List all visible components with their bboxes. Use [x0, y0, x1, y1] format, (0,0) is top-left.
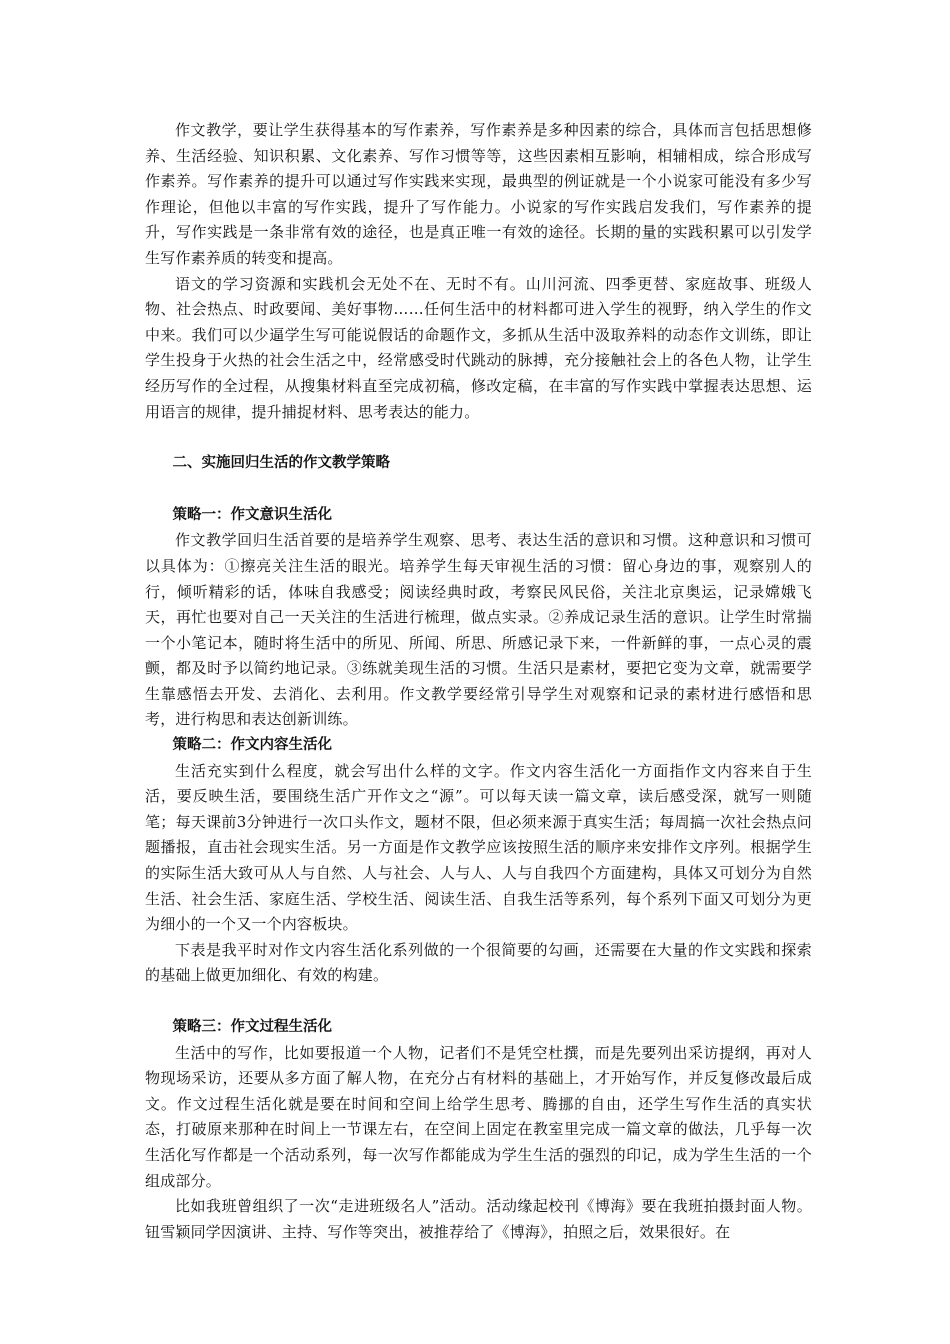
strategy2-paragraph-2: 下表是我平时对作文内容生活化系列做的一个很简要的勾画，还需要在大量的作文实践和探索的基础上做更加细化、有效的构建。 — [145, 940, 812, 985]
strategy2-paragraph-1: 生活充实到什么程度，就会写出什么样的文字。作文内容生活化一方面指作文内容来自于生活，要反映生活，要围绕生活广开作文之“源”。可以每天读一篇文章，读后感受深，就写一则随笔；每天课前3分钟进行一次口头作文，题材不限，但必须来源于真实生活；每周搞一次社会热点问题播报，直击社会现实生活。另一方面是作文教学应该按照生活的顺序来安排作文序列。根据学生的实际生活大致可从人与自然、人与社会、人与人、人与自我四个方面建构，具体又可划分为自然生活、社会生活、家庭生活、学校生活、阅读生活、自我生活等系列，每个系列下面又可划分为更为细小的一个又一个内容板块。 — [145, 761, 812, 934]
spacer — [145, 425, 812, 451]
intro-paragraph-2: 语文的学习资源和实践机会无处不在、无时不有。山川河流、四季更替、家庭故事、班级人物、社会热点、时政要闻、美好事物……任何生活中的材料都可进入学生的视野，纳入学生的作文中来。我们可以少逼学生写可能说假话的命题作文，多抓从生活中汲取养料的动态作文训练，即让学生投身于火热的社会生活之中，经常感受时代跳动的脉搏，充分接触社会上的各色人物，让学生经历写作的全过程，从搜集材料直至完成初稿，修改定稿，在丰富的写作实践中掌握表达思想、运用语言的规律，提升捕捉材料、思考表达的能力。 — [145, 274, 812, 421]
spacer — [145, 477, 812, 503]
document-page — [145, 118, 812, 1245]
strategy3-title: 策略三：作文过程生活化 — [172, 1019, 333, 1035]
spacer — [145, 989, 812, 1015]
section-heading: 二、实施回归生活的作文教学策略 — [172, 455, 391, 472]
strategy1-title: 策略一：作文意识生活化 — [172, 506, 333, 523]
intro-paragraph-1: 作文教学，要让学生获得基本的写作素养，写作素养是多种因素的综合，具体而言包括思想修养、生活经验、知识积累、文化素养、写作习惯等等，这些因素相互影响，相辅相成，综合形成写作素养。写作素养的提升可以通过写作实践来实现，最典型的例证就是一个小说家可能没有多少写作理论，但他以丰富的写作实践，提升了写作能力。小说家的写作实践启发我们，写作素养的提升，写作实践是一条非常有效的途径，也是真正唯一有效的途径。长期的量的实践积累可以引发学生写作素养质的转变和提高。 — [145, 121, 812, 267]
strategy2-title: 策略二：作文内容生活化 — [172, 737, 333, 754]
strategy3-paragraph-2: 比如我班曾组织了一次“走进班级名人”活动。活动缘起校刊《博海》要在我班拍摄封面人物。钮雪颖同学因演讲、主持、写作等突出，被推荐给了《博海》，拍照之后，效果很好。在 — [145, 1197, 812, 1241]
strategy1-paragraph-1: 作文教学回归生活首要的是培养学生观察、思考、表达生活的意识和习惯。这种意识和习惯可以具体为：①擦亮关注生活的眼光。培养学生每天审视生活的习惯：留心身边的事，观察别人的行，倾听精彩的话，体味自我感受；阅读经典时政，考察民风民俗，关注北京奥运，记录嫦娥飞天，再忙也要对自己一天关注的生活进行梳理，做点实录。②养成记录生活的意识。让学生时常揣一个小笔记本，随时将生活中的所见、所闻、所思、所感记录下来，一件新鲜的事，一点心灵的震颤，都及时予以简约地记录。③练就美现生活的习惯。生活只是素材，要把它变为文章，就需要学生靠感悟去开发、去消化、去利用。作文教学要经常引导学生对观察和记录的素材进行感悟和思考，进行构思和表达创新训练。 — [145, 531, 812, 729]
strategy3-paragraph-1: 生活中的写作，比如要报道一个人物，记者们不是凭空杜撰，而是先要列出采访提纲，再对人物现场采访，还要从多方面了解人物，在充分占有材料的基础上，才开始写作，并反复修改最后成文。作文过程生活化就是要在时间和空间上给学生思考、腾挪的自由，还学生写作生活的真实状态，打破原来那种在时间上一节课左右，在空间上固定在教室里完成一篇文章的做法，几乎每一次生活化写作都是一个活动系列，每一次写作都能成为学生生活的强烈的印记，成为学生生活的一个组成部分。 — [145, 1043, 812, 1190]
